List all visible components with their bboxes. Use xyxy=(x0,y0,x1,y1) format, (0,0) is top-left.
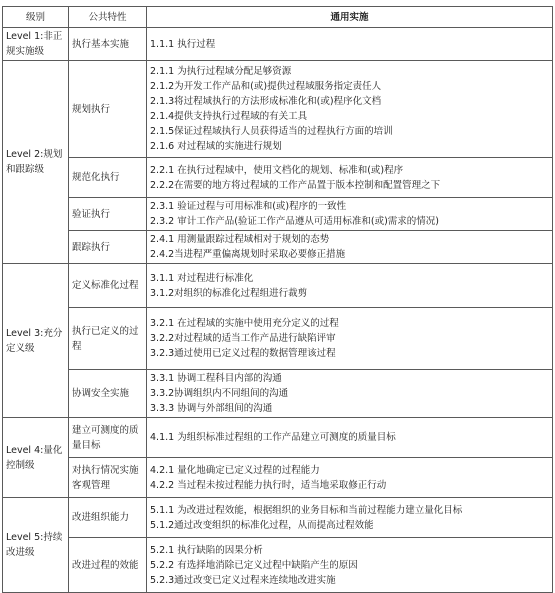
header-level: 级别 xyxy=(3,7,69,28)
feature-cell: 协调安全实施 xyxy=(69,370,147,418)
practice-item: 5.1.1 为改进过程效能，根据组织的业务目标和当前过程能力建立量化目标 xyxy=(150,504,463,516)
practice-item: 3.1.1 对过程进行标准化 xyxy=(150,272,254,284)
header-practice: 通用实施 xyxy=(147,7,553,28)
practice-cell xyxy=(147,458,553,498)
feature-cell: 执行已定义的过程 xyxy=(69,308,147,370)
practice-item: 2.3.2 审计工作产品(验证工作产品遵从可适用标准和(或)需求的情况) xyxy=(150,216,440,227)
practice-cell xyxy=(147,231,553,264)
practice-item: 3.3.3 协调与外部组间的沟通 xyxy=(150,403,273,414)
practice-cell xyxy=(147,198,553,231)
feature-cell: 改进过程的效能 xyxy=(69,538,147,593)
practice-cell xyxy=(147,264,553,308)
feature-cell: 规划执行 xyxy=(69,61,147,158)
practice-cell xyxy=(147,370,553,418)
practice-item: 4.2.1 量化地确定已定义过程的过程能力 xyxy=(150,464,320,476)
practice-item: 5.1.2通过改变组织的标准化过程，从而提高过程效能 xyxy=(150,519,374,531)
table-body xyxy=(3,28,553,593)
table-row xyxy=(3,308,553,370)
table-row xyxy=(3,498,553,538)
practice-item: 2.1.2为开发工作产品和(或)提供过程域服务指定责任人 xyxy=(150,81,382,92)
cmm-practice-table xyxy=(2,6,553,593)
feature-cell: 定义标准化过程 xyxy=(69,264,147,308)
header-feature: 公共特性 xyxy=(69,7,147,28)
practice-item: 2.4.2当进程严重偏离规划时采取必要修正措施 xyxy=(150,249,346,260)
feature-cell: 规范化执行 xyxy=(69,158,147,198)
practice-item: 3.1.2对组织的标准化过程组进行裁剪 xyxy=(150,287,308,299)
practice-cell xyxy=(147,61,553,158)
feature-cell: 执行基本实施 xyxy=(69,28,147,61)
practice-item: 1.1.1 执行过程 xyxy=(150,38,216,50)
practice-cell xyxy=(147,538,553,593)
practice-item: 2.1.5保证过程域执行人员获得适当的过程执行方面的培训 xyxy=(150,126,393,137)
level-cell: Level 4:量化控制级 xyxy=(3,418,69,498)
practice-item: 2.1.1 为执行过程域分配足够资源 xyxy=(150,66,292,77)
feature-cell: 跟踪执行 xyxy=(69,231,147,264)
practice-item: 3.3.2协调组织内不同组间的沟通 xyxy=(150,388,289,399)
table-row xyxy=(3,61,553,158)
practice-cell xyxy=(147,308,553,370)
table-row xyxy=(3,264,553,308)
feature-cell: 对执行情况实施客观管理 xyxy=(69,458,147,498)
practice-item: 4.2.2 当过程未按过程能力执行时，适当地采取修正行动 xyxy=(150,479,387,491)
table-row xyxy=(3,158,553,198)
level-cell: Level 5:持续改进级 xyxy=(3,498,69,593)
table-row xyxy=(3,231,553,264)
table-row xyxy=(3,198,553,231)
practice-item: 3.2.2对过程域的适当工作产品进行缺陷评审 xyxy=(150,333,336,344)
table-row xyxy=(3,538,553,593)
table-row xyxy=(3,370,553,418)
practice-item: 3.2.1 在过程域的实施中使用充分定义的过程 xyxy=(150,318,339,329)
practice-item: 3.2.3通过使用已定义过程的数据管理该过程 xyxy=(150,348,336,359)
practice-item: 3.3.1 协调工程科目内部的沟通 xyxy=(150,373,282,384)
practice-item: 5.2.2 有选择地消除已定义过程中缺陷产生的原因 xyxy=(150,559,358,571)
practice-item: 2.1.4提供支持执行过程域的有关工具 xyxy=(150,111,308,122)
practice-cell xyxy=(147,418,553,458)
practice-item: 2.1.6 对过程域的实施进行规划 xyxy=(150,141,282,152)
practice-item: 4.1.1 为组织标准过程组的工作产品建立可测度的质量目标 xyxy=(150,432,396,443)
practice-item: 2.2.1 在执行过程域中，使用文档化的规划、标准和(或)程序 xyxy=(150,164,404,176)
table-row xyxy=(3,28,553,61)
table-row xyxy=(3,418,553,458)
feature-cell: 建立可测度的质量目标 xyxy=(69,418,147,458)
practice-cell xyxy=(147,28,553,61)
level-cell: Level 1:非正规实施级 xyxy=(3,28,69,61)
practice-item: 5.2.1 执行缺陷的因果分析 xyxy=(150,544,263,556)
practice-cell xyxy=(147,498,553,538)
level-cell: Level 3:充分定义级 xyxy=(3,264,69,418)
feature-cell: 验证执行 xyxy=(69,198,147,231)
practice-item: 2.1.3将过程域执行的方法形成标准化和(或)程序化文档 xyxy=(150,96,382,107)
header-row xyxy=(3,7,553,28)
practice-item: 2.4.1 用测量跟踪过程域相对于规划的态势 xyxy=(150,234,330,245)
level-cell: Level 2:规划和跟踪级 xyxy=(3,61,69,264)
feature-cell: 改进组织能力 xyxy=(69,498,147,538)
table-row xyxy=(3,458,553,498)
practice-item: 2.2.2在需要的地方将过程域的工作产品置于版本控制和配置管理之下 xyxy=(150,179,441,191)
practice-item: 5.2.3通过改变已定义过程来连续地改进实施 xyxy=(150,574,336,586)
practice-item: 2.3.1 验证过程与可用标准和(或)程序的一致性 xyxy=(150,201,347,212)
practice-cell xyxy=(147,158,553,198)
